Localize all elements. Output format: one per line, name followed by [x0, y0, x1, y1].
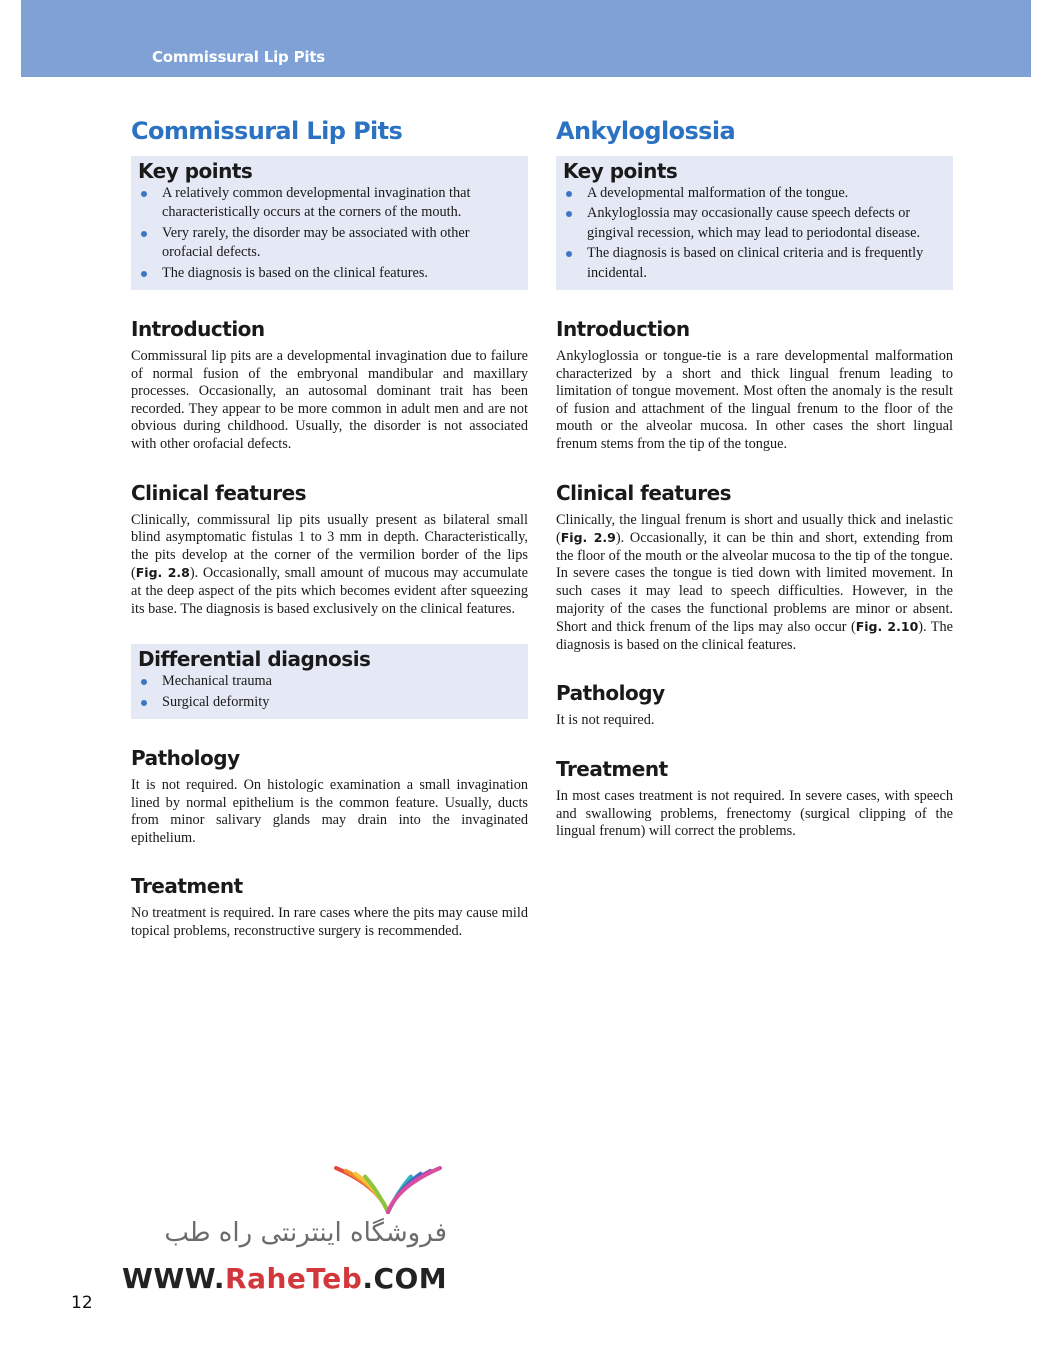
key-points-list [138, 184, 520, 283]
key-points-box-right [556, 156, 953, 290]
running-title: Commissural Lip Pits [152, 48, 326, 66]
clinical-features-heading: Clinical features [131, 480, 307, 505]
clinical-features-text [556, 512, 953, 655]
introduction-text: Commissural lip pits are a developmental invagination due to failure of normal fusion of the embryonal mandibular and maxillary processes. Occasionally, an autosomal dominant trait has been recorded. They appear to be more common in adult men and are not obvious during childhood. Usually, the disorder is not associated with other orofacial defects. [131, 348, 528, 452]
watermark-persian-text: فروشگاه اینترنتی راه طب [164, 1218, 447, 1248]
pathology-text: It is not required. [556, 712, 655, 729]
right-column [556, 116, 953, 867]
clinical-text-part: Clinically, commissural lip pits usually present as bilateral small blind asymptomatic fistulas 1 to 3 mm in depth. Characteristically, the pits develop at the corner of the vermilion border of the lips ( [131, 511, 528, 582]
treatment-text: In most cases treatment is not required. In severe cases, with speech and swallowing problems, frenectomy (surgical clipping of the lingual frenum) will correct the problems. [556, 787, 953, 840]
left-column [131, 116, 528, 967]
pathology-heading: Pathology [131, 745, 240, 770]
key-points-heading: Key points [138, 159, 253, 183]
key-point-item: The diagnosis is based on clinical criteria and is frequently incidental. [563, 244, 945, 283]
clinical-text-part: Clinically, the lingual frenum is short and usually thick and inelastic ( [556, 511, 953, 547]
pathology-text: It is not required. On histologic examination a small invagination lined by normal epithelium is the common feature. Usually, ducts from minor salivary glands may drain into the invaginated epithelium. [131, 776, 528, 846]
clinical-text-part: ). Occasionally, small amount of mucous may accumulate at the deep aspect of the pits which becomes evident after squeezing its base. The diagnosis is based exclusively on the clinical features. [131, 565, 528, 617]
figure-reference-link[interactable]: Fig. 2.10 [855, 619, 919, 635]
figure-reference-link[interactable]: Fig. 2.9 [560, 530, 616, 546]
section-title-left: Commissural Lip Pits [131, 117, 403, 145]
watermark-logo [120, 1162, 450, 1302]
treatment-heading: Treatment [556, 756, 668, 781]
url-suffix: .COM [362, 1262, 448, 1295]
pathology-heading: Pathology [556, 681, 665, 706]
differential-diagnosis-box [131, 644, 528, 719]
differential-item: Surgical deformity [138, 693, 520, 712]
key-point-item: A relatively common developmental invagination that characteristically occurs at the corners of the mouth. [138, 184, 520, 223]
page-number: 12 [71, 1293, 93, 1313]
key-point-item: The diagnosis is based on the clinical features. [138, 264, 520, 283]
introduction-heading: Introduction [556, 317, 690, 342]
key-points-list [563, 184, 945, 283]
key-point-item: Very rarely, the disorder may be associated with other orofacial defects. [138, 224, 520, 263]
introduction-heading: Introduction [131, 317, 265, 342]
figure-reference-link[interactable]: Fig. 2.8 [135, 565, 190, 581]
differential-diagnosis-heading: Differential diagnosis [138, 647, 371, 672]
treatment-text: No treatment is required. In rare cases where the pits may cause mild topical problems, reconstructive surgery is recommended. [131, 905, 528, 939]
key-points-box-left [131, 156, 528, 290]
book-fan-stroke [336, 1168, 388, 1212]
differential-list [138, 672, 520, 712]
clinical-text-part: ). The diagnosis is based on the clinical features. [556, 619, 953, 653]
watermark-url [122, 1262, 447, 1295]
section-title-right: Ankyloglossia [556, 117, 736, 145]
treatment-heading: Treatment [131, 874, 243, 899]
clinical-features-text [131, 512, 528, 619]
book-fan-stroke [388, 1168, 440, 1212]
url-prefix: WWW. [122, 1262, 226, 1295]
book-fan-stroke [365, 1177, 388, 1212]
url-accent: RaheTeb [225, 1262, 363, 1295]
book-fan-icon [332, 1162, 444, 1216]
differential-item: Mechanical trauma [138, 672, 520, 691]
key-point-item: Ankyloglossia may occasionally cause speech defects or gingival recession, which may lead to periodontal disease. [563, 204, 945, 243]
clinical-text-part: ). Occasionally, it can be thin and short, extending from the floor of the mouth or the alveolar mucosa to the tip of the tongue. In severe cases the tongue is tied down with limited movement. In such cases it may lead to speech difficulties. However, in the majority of the cases the functional problems are minor or absent. Short and thick frenum of the lips may also occur ( [556, 530, 953, 636]
header-band [21, 0, 1031, 77]
key-point-item: A developmental malformation of the tongue. [563, 184, 945, 203]
key-points-heading: Key points [563, 159, 678, 183]
introduction-text: Ankyloglossia or tongue-tie is a rare developmental malformation characterized by a short and thick lingual frenum leading to limitation of tongue movement. Most often the anomaly is the result of fusion and attachment of the lingual frenum to the floor of the mouth or the alveolar mucosa. In other cases the short lingual frenum stems from the tip of the tongue. [556, 348, 953, 452]
clinical-features-heading: Clinical features [556, 480, 732, 505]
